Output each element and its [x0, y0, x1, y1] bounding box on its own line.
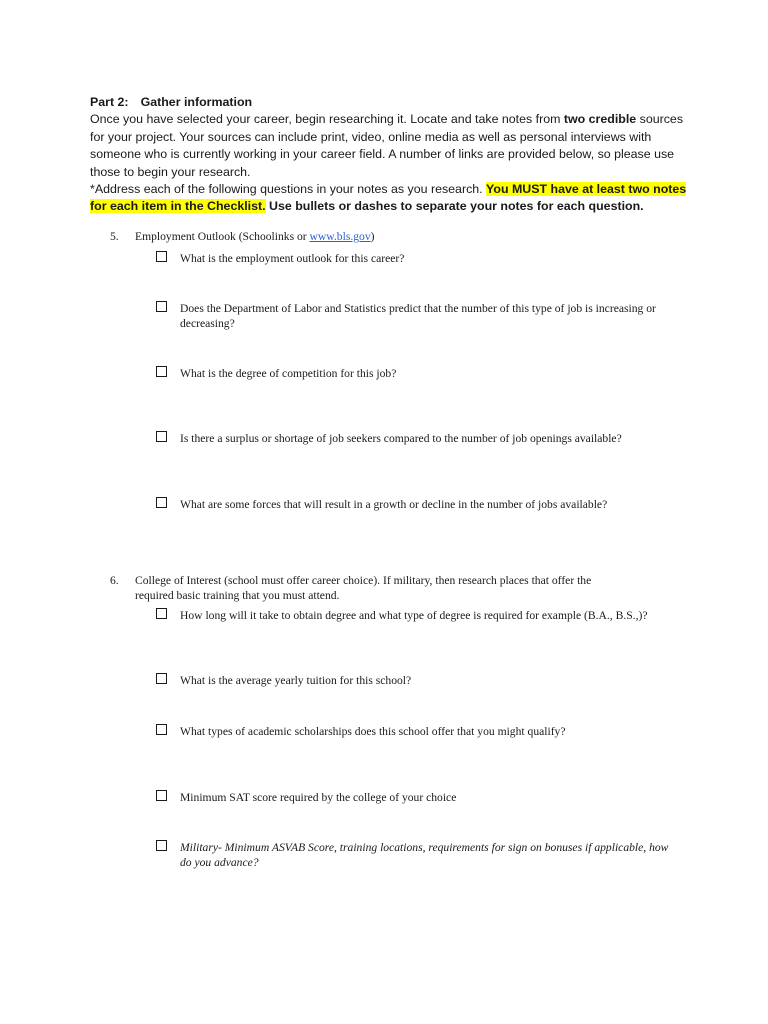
part-title: Gather information	[140, 95, 253, 109]
section-5-title	[110, 229, 375, 244]
checklist-item-text: Is there a surplus or shortage of job seekers compared to the number of job openings available?	[180, 432, 622, 445]
checklist-item-text: What is the average yearly tuition for this school?	[180, 674, 412, 687]
section-6-label-line1: College of Interest (school must offer career choice). If military, then research places that offer the	[135, 574, 592, 587]
para2-bold-text: Use bullets or dashes to separate your notes for each question.	[265, 199, 644, 214]
section-6-title	[110, 573, 591, 603]
part-heading	[90, 94, 690, 111]
checklist-item[interactable]	[156, 301, 676, 331]
checklist-item[interactable]	[156, 673, 676, 688]
checklist-item-text: What is the employment outlook for this career?	[180, 252, 405, 265]
checkbox-icon[interactable]	[156, 673, 167, 684]
checklist-item[interactable]	[156, 724, 676, 739]
instructions-block	[90, 94, 690, 216]
section-5-number: 5.	[110, 230, 119, 243]
checklist-item-text: Military- Minimum ASVAB Score, training locations, requirements for sign on bonuses if applicable, how do you advance?	[180, 841, 669, 869]
checkbox-icon[interactable]	[156, 251, 167, 262]
section-6-number: 6.	[110, 574, 119, 587]
para1-bold-text: two credible	[563, 112, 637, 127]
checkbox-icon[interactable]	[156, 608, 167, 619]
checkbox-icon[interactable]	[156, 840, 167, 851]
checklist-item-text: How long will it take to obtain degree and what type of degree is required for example (B.A., B.S.,)?	[180, 609, 648, 622]
checklist-item-text: What are some forces that will result in a growth or decline in the number of jobs available?	[180, 498, 608, 511]
checkbox-icon[interactable]	[156, 366, 167, 377]
checkbox-icon[interactable]	[156, 724, 167, 735]
checklist-item[interactable]	[156, 497, 676, 512]
checklist-item-text: What is the degree of competition for this job?	[180, 367, 397, 380]
para1-text-b: sources for your project. Your sources can include print, video, online media as well as personal interviews with someone who is currently working in your career field. A number of links are provided below, so please use those to begin your research.	[90, 112, 684, 179]
checklist-item[interactable]	[156, 840, 676, 870]
para1-text-a: Once you have selected your career, begin researching it. Locate and take notes from	[90, 112, 564, 127]
checklist-item-text: Does the Department of Labor and Statistics predict that the number of this type of job is increasing or decreasing?	[180, 302, 656, 330]
checklist-item[interactable]	[156, 366, 676, 381]
bls-link[interactable]: www.bls.gov	[309, 230, 371, 243]
checkbox-icon[interactable]	[156, 497, 167, 508]
checklist-item[interactable]	[156, 790, 676, 805]
para2-text: *Address each of the following questions in your notes as you research.	[90, 182, 487, 197]
highlighted-requirement: You MUST have at least two notes for each item in the Checklist.	[90, 182, 687, 214]
section-6-label-line2: required basic training that you must attend.	[135, 589, 340, 602]
checkbox-icon[interactable]	[156, 790, 167, 801]
checkbox-icon[interactable]	[156, 301, 167, 312]
section-5-label: Employment Outlook (Schoolinks or	[135, 230, 310, 243]
checklist-item-text: Minimum SAT score required by the college of your choice	[180, 791, 457, 804]
part-label: Part 2:	[90, 95, 129, 109]
checklist-item-text: What types of academic scholarships does this school offer that you might qualify?	[180, 725, 566, 738]
instructions-paragraph-1	[90, 111, 690, 181]
checklist-item[interactable]	[156, 608, 676, 623]
checklist-item[interactable]	[156, 431, 676, 446]
checklist-item[interactable]	[156, 251, 676, 266]
section-5-close-paren: )	[370, 230, 375, 243]
checkbox-icon[interactable]	[156, 431, 167, 442]
instructions-paragraph-2	[90, 181, 690, 216]
